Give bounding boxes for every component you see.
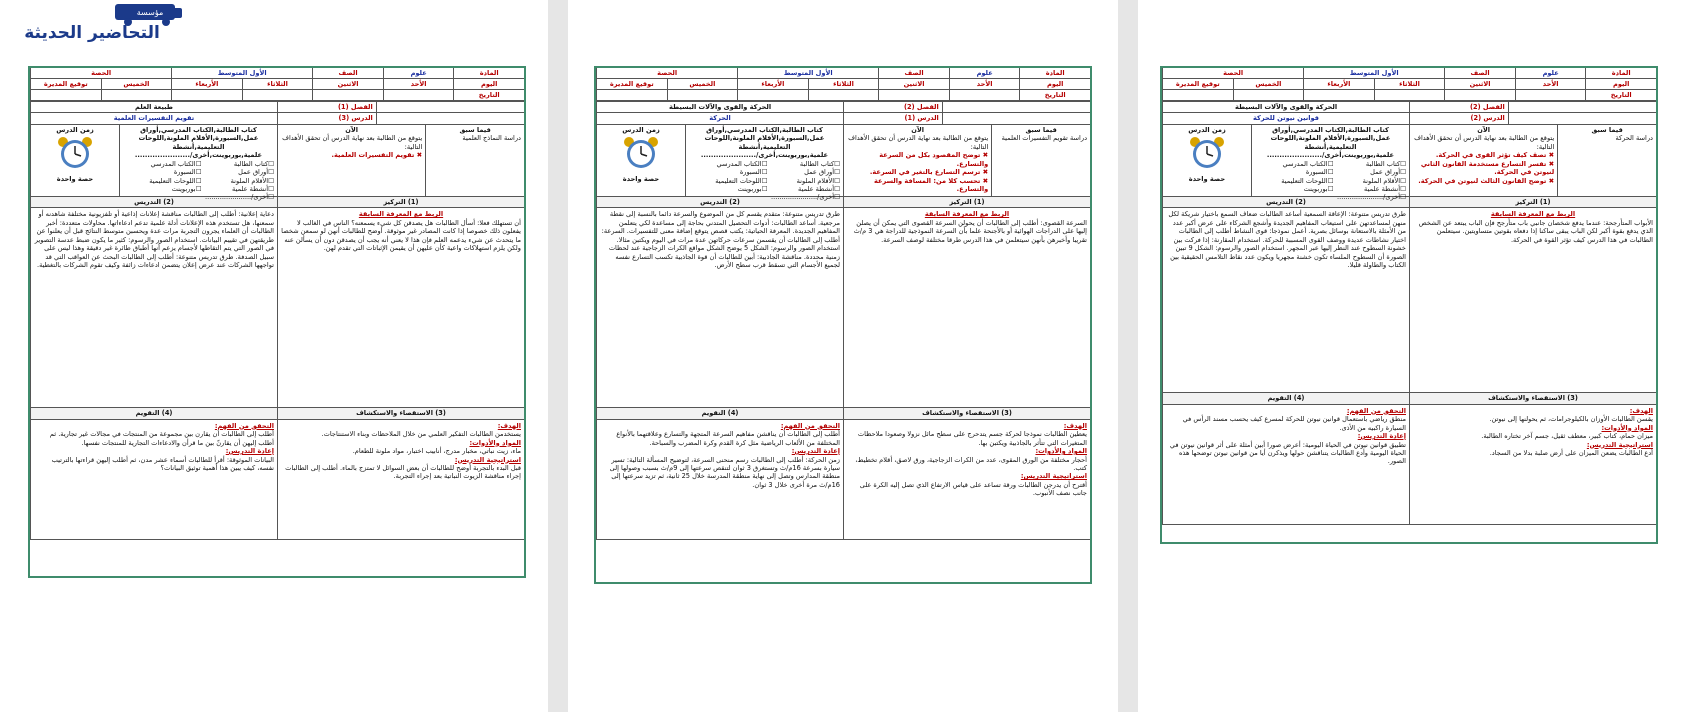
text-cell: أخرى/......................: [771, 193, 835, 202]
goal-item: ✖ تقويم التفسيرات العلمية.: [331, 151, 423, 160]
table-cell: [737, 90, 808, 101]
logo-line1: مؤسسة: [136, 8, 164, 17]
text-cell: الآن: [1477, 125, 1491, 134]
text-cell: (1) التركيز: [1409, 197, 1656, 207]
aid-option[interactable]: ☐أنشطة علمية: [232, 184, 275, 193]
table-cell: [1409, 125, 1557, 196]
section-bar: [596, 408, 1090, 419]
text-cell: علوم: [949, 68, 1020, 79]
text-cell: يقسن الطالبات الأوزان بالكيلوجرامات، ثم يحولنها إلى نيوتن.: [1489, 415, 1653, 424]
aid-option[interactable]: ☐الأقلام الملونة: [230, 176, 275, 185]
text-cell: (3) الاستقصاء والاستكشاف: [843, 408, 1090, 418]
aid-option[interactable]: ☐بوربوينت: [737, 184, 768, 193]
text-cell: الصف: [878, 68, 949, 79]
table-cell: [1444, 90, 1515, 101]
text-cell: منطق رياضي باستعمال قوانين نيوتن للحركة لمسرع كيف يحسب مسند الرأس في السيارة راكبيه من الأذى.: [1182, 415, 1406, 432]
text-cell: يعطين الطالبات نموذجا لحركة جسم يتدحرج على سطح مائل نزولا وصعودا ملاحظات المتغيرات التي تتأثر بالجاذبية ويكتبن بها.: [857, 430, 1087, 447]
text-cell: الربط مع المعرفة السابقة: [1490, 210, 1576, 219]
text-cell: (3) الاستقصاء والاستكشاف: [1409, 393, 1656, 403]
text-cell: الهدف:: [1629, 406, 1653, 415]
lesson-page: [1160, 66, 1658, 544]
table-cell: [843, 125, 991, 196]
text-cell: طرق تدريس متنوعة: متقدم يقسم كل من الموضوع والسرعة دائما بالنسبة إلى نقطة مرجعية. أساعد الطالبات: أدوات التحصيل المتدني بحاجة إلى مساعدة لكي يتعلمن المفاهيم الجديدة. المعرفة الحياتية: يكتب قصص يتوقع إضافة معنى للتفسيرات. السرعة: أطلب إلى الطالبات أن يقسمن سرعات حركاتهن عدة مرات في اليوم ويكتبن مثالا. استخدام الصور والرسوم: الشكل 5 يوضح الشكل مواقع الكرات الزجاجية عند لحظات زمنية محددة. مناقشة الجاذبية: أبين للطالبات أن قوة الجاذبية تكسب التسارع نفسه لجميع الأجسام التي تسقط قرب سطح الأرض.: [601, 210, 840, 269]
lesson-row: [30, 113, 524, 124]
text-cell: الثلاثاء: [242, 79, 313, 90]
text-cell: بوربوينت: [737, 184, 762, 193]
text-cell: الكتاب المدرسي: [1282, 159, 1328, 168]
eval-assess-body: [30, 420, 524, 540]
table-cell: [30, 125, 119, 196]
text-cell: الفصل (2): [1409, 102, 1508, 112]
header-table: [30, 68, 524, 102]
text-cell: كتاب الطالبة,الكتاب المدرسي,أوراق عمل,السبورة,الأقلام الملونة,اللوحات التعليمية,أنشطة علمية,بوربوينت,أخرى/......................: [1266, 125, 1395, 160]
text-cell: الأقلام الملونة: [230, 176, 269, 185]
table-cell: [991, 125, 1090, 196]
header-table: [1162, 68, 1656, 102]
table-cell: [596, 90, 667, 101]
text-cell: (1) التركيز: [277, 197, 524, 207]
table-cell: [171, 90, 242, 101]
alarm-clock-icon: [1187, 136, 1227, 170]
text-cell: الأحد: [383, 79, 454, 90]
text-cell: أوراق عمل: [238, 168, 269, 177]
text-cell: دراسة النماذج العلمية: [462, 134, 521, 143]
text-cell: أخرى/......................: [205, 193, 269, 202]
section-bar: [30, 408, 524, 419]
text-cell: الربط مع المعرفة السابقة: [924, 210, 1010, 219]
goal-item: ✖ تصف كيف تؤثر القوى في الحركة.: [1435, 151, 1555, 160]
text-cell: المواد والأدوات:: [1035, 447, 1087, 456]
section-bar: [30, 197, 524, 208]
text-cell: حصة واحدة: [1188, 174, 1226, 183]
text-cell: توضح المقصود بكل من السرعة والتسارع.: [879, 151, 989, 168]
table-cell: [942, 113, 1090, 123]
text-cell: الثلاثاء: [1374, 79, 1445, 90]
text-cell: قيما سبق: [1591, 125, 1623, 134]
text-cell: الأبواب المتأرجحة: عندما يدفع شخصان جانبي باب متأرجح فإن الباب يبتعد عن الشخص الذي يدفع بقوة أكبر لكن الباب يبقى ساكنا إذا دفعاه بقوتين متساويتين. سيتعلمن الطالبات في هذا الدرس كيف تؤثر القوة في الحركة.: [1418, 218, 1653, 244]
chapter-row: [30, 102, 524, 113]
text-cell: كتاب الطالبة,الكتاب المدرسي,أوراق عمل,السبورة,الأقلام الملونة,اللوحات التعليمية,أنشطة علمية,بوربوينت,أخرى/......................: [700, 125, 829, 160]
text-cell: (1) التركيز: [843, 197, 1090, 207]
goal-item: ✖ ترسم التسارع بالتغير في السرعة.: [869, 168, 989, 177]
text-cell: حصة واحدة: [56, 174, 94, 183]
table-cell: [101, 90, 172, 101]
text-cell: (2) التدريس: [596, 197, 843, 207]
text-cell: (3) الاستقصاء والاستكشاف: [277, 408, 524, 418]
goal-item: ✖ توضح المقصود بكل من السرعة والتسارع.: [879, 151, 989, 168]
text-cell: السبورة: [173, 168, 196, 177]
text-cell: يتوقع من الطالبة بعد نهاية الدرس أن تحقق الأهداف التالية:: [848, 134, 989, 151]
table-cell: [596, 125, 685, 196]
text-cell: توضح القانون الثالث لنيوتن في الحركة.: [1418, 176, 1547, 185]
table-cell: [1409, 405, 1656, 524]
aid-option[interactable]: ☐أخرى/......................: [205, 193, 275, 202]
text-cell: المواد والأدوات:: [1601, 423, 1653, 432]
text-cell: الأول المتوسط: [737, 68, 878, 79]
text-cell: الاثنين: [1444, 79, 1515, 90]
table-cell: [1374, 90, 1445, 101]
text-cell: الأقلام الملونة: [1362, 176, 1401, 185]
table-cell: [30, 420, 277, 539]
text-cell: الأقلام الملونة: [796, 176, 835, 185]
text-cell: كتاب الطالبة: [1365, 159, 1401, 168]
goal-item: ✖ توضح القانون الثالث لنيوتن في الحركة.: [1418, 176, 1555, 185]
aid-option[interactable]: ☐أخرى/......................: [1337, 193, 1407, 202]
aid-option[interactable]: ☐اللوحات التعليمية: [149, 176, 202, 185]
text-cell: التحقق من الفهم:: [1346, 406, 1406, 415]
text-cell: توقيع المديرة: [30, 79, 101, 90]
text-cell: الخميس: [101, 79, 172, 90]
text-cell: الخميس: [667, 79, 738, 90]
aid-option[interactable]: ☐كتاب الطالبة: [233, 159, 275, 168]
text-cell: التحقق من الفهم:: [214, 421, 274, 430]
text-cell: (2) التدريس: [30, 197, 277, 207]
table-cell: [30, 90, 101, 101]
text-cell: الهدف:: [1063, 421, 1087, 430]
text-cell: أنشطة علمية: [798, 184, 835, 193]
text-cell: طبيعة العلم: [30, 102, 277, 112]
text-cell: المادة: [1019, 68, 1090, 79]
text-cell: التحقق من الفهم:: [780, 421, 840, 430]
aid-option[interactable]: ☐الكتاب المدرسي: [716, 159, 768, 168]
text-cell: الأربعاء: [1303, 79, 1374, 90]
text-cell: الأربعاء: [171, 79, 242, 90]
table-cell: [1162, 208, 1409, 392]
table-cell: [949, 90, 1020, 101]
text-cell: (4) التقويم: [596, 408, 843, 418]
table-cell: [942, 102, 1090, 112]
section-bar: [596, 197, 1090, 208]
text-cell: الحصة: [596, 68, 737, 79]
text-cell: المواد والأدوات:: [469, 438, 521, 447]
aid-option[interactable]: ☐بوربوينت: [171, 184, 202, 193]
text-cell: الحصة: [30, 68, 171, 79]
text-cell: إعادة التدريس:: [1357, 432, 1406, 441]
aid-option[interactable]: ☐أنشطة علمية: [798, 184, 841, 193]
aid-option[interactable]: ☐كتاب الطالبة: [799, 159, 841, 168]
text-cell: إعادة التدريس:: [791, 447, 840, 456]
text-cell: زمن الدرس: [1188, 125, 1226, 134]
text-cell: كتاب الطالبة: [799, 159, 835, 168]
aid-option[interactable]: ☐السبورة: [173, 168, 202, 177]
text-cell: طرق تدريس متنوعة: الإعاقة السمعية أساعد الطالبات ضعاف السمع باختيار شريكة لكل منهن لمساعدتهن على استيعاب المفاهيم الجديدة وأشجع الشركاء على عرض أكبر عدد من الأمثلة بالاستعانة بوسائل بصرية. أعمل نموذجا: قوى النشاط أطلب إلى الطالبات اختيار نشاطات عديدة ووصف القوى المسببة للحركة. استخدام المقارنة: إذا فركت بين خشونة السطوح عند النظر إليها عبر المجهر. استخدام الصور والرسوم: الشكل 9 تبين الصورة أن السطوح الملساء تكون خشنة مجهريا ويكون عدد نقاط التلامس الحقيقية بين الكتاب والطاولة قليلا.: [1168, 210, 1406, 269]
text-cell: تطبيق قوانين نيوتن في الحياة اليومية: أعرض صورا أبين أمثلة على أثر قوانين نيوتن في الحياة اليومية وأدع الطالبات يتناقشن حولها ويذكرن أيا من قوانين نيوتن توضحها هذه الصور.: [1169, 440, 1406, 466]
text-cell: زمن الدرس: [56, 125, 94, 134]
text-cell: إعادة التدريس:: [225, 447, 274, 456]
text-cell: الأحد: [949, 79, 1020, 90]
text-cell: (2) التدريس: [1162, 197, 1409, 207]
text-cell: يتوقع من الطالبة بعد نهاية الدرس أن تحقق الأهداف التالية:: [282, 134, 423, 151]
text-cell: اللوحات التعليمية: [715, 176, 762, 185]
focus-teach-body: [596, 208, 1090, 408]
text-cell: أقترح أن يدرجن الطالبات ورقة تساعد على قياس الارتفاع الذي تصل إليه الكرة على جانب نصف الأنبوب.: [859, 480, 1087, 498]
focus-teach-body: [30, 208, 524, 408]
text-cell: دراسة الحركة: [1615, 134, 1653, 143]
lesson-page: [594, 66, 1092, 584]
text-cell: البيانات الموثوقة: أقرأ للطالبات أسماء عشر مدن، ثم أطلب إليهن قراءتها بالترتيب نفسه، كيف يبين هذا أهمية توثيق البيانات؟: [51, 455, 274, 472]
brand-logo: [0, 0, 185, 46]
text-cell: الأول المتوسط: [171, 68, 312, 79]
text-cell: الأحد: [1515, 79, 1586, 90]
text-cell: السبورة: [739, 168, 762, 177]
aid-option[interactable]: ☐الكتاب المدرسي: [150, 159, 202, 168]
text-cell: المادة: [1585, 68, 1656, 79]
lesson-page: [28, 66, 526, 578]
text-cell: الآن: [345, 125, 359, 134]
text-cell: الدرس (1): [843, 113, 942, 123]
text-cell: الخميس: [1233, 79, 1304, 90]
text-cell: (4) التقويم: [1162, 393, 1409, 403]
text-cell: تقويم التفسيرات العلمية: [30, 113, 277, 123]
text-cell: دعاية إعلانية: أطلب إلى الطالبات مناقشة إعلانات إذاعية أو تلفزيونية مختلفة شاهدنه أو سمعنها، هل تستخدم هذه الإعلانات أدلة علمية تدعم ادعاءاتها. محاولات متعددة: أخبر الطالبات أن العلماء يجرون التجربة مرات عدة ويحسبن متوسط النتائج قبل أن يعلنوا عن طريقتهن في تقييم البيانات. استخدام الصور والرسوم: كثير ما يكون ضبط عدسة التصوير في الصور التي يتم التقاطها لأجسام يزعم أنها أطباق طائرة غير دقيقة وهذا ليس على سبيل الصدفة. طرق تدريس متنوعة: أطلب إلى الطالبات البحث عن العواقب التي قد تواجهها الشركات عند عرض إعلان يتضمن ادعاءات زائفة وكيف تقوم الشركات بالتغطية.: [34, 210, 274, 269]
section-bar: [1162, 197, 1656, 208]
text-cell: الحركة: [596, 113, 843, 123]
text-cell: أن تستهلك فعلا: أسأل الطالبات هل يصدقن كل شيء يسمعنه؟ الناس في الغالب لا يفعلون ذلك خصوصا إذا كانت المصادر غير موثوقة. أوضح للطالبات أنهن لو سمعن شخصا ما يتحدث عن شيء يدعمه العلم فإن هذا لا يعني أنه يجب أن يصدقن دون أن يسألن عنه ولكن يلزم استهلاكات واعية كأن عليهن أن يقيمن الإثباتات التي تقدم لهن.: [281, 218, 521, 253]
aid-option[interactable]: ☐أوراق عمل: [238, 168, 275, 177]
text-cell: علوم: [383, 68, 454, 79]
text-cell: زمن الدرس: [622, 125, 660, 134]
goal-item: ✖ تحسب كلا من: المسافة والسرعة والتسارع.: [873, 176, 989, 193]
text-cell: الحركة والقوى والآلات البسيطة: [1162, 102, 1409, 112]
aid-option[interactable]: ☐كتاب الطالبة: [1365, 159, 1407, 168]
text-cell: أوراق عمل: [804, 168, 835, 177]
aid-option[interactable]: ☐اللوحات التعليمية: [715, 176, 768, 185]
table-cell: [808, 90, 879, 101]
text-cell: كتاب الطالبة,الكتاب المدرسي,أوراق عمل,السبورة,الأقلام الملونة,اللوحات التعليمية,أنشطة علمية,بوربوينت,أخرى/......................: [134, 125, 263, 160]
aid-option[interactable]: ☐السبورة: [739, 168, 768, 177]
text-cell: علوم: [1515, 68, 1586, 79]
text-cell: كتاب الطالبة: [233, 159, 269, 168]
text-cell: اللوحات التعليمية: [149, 176, 196, 185]
text-cell: أحجار مختلفة من الورق المقوى، عدد من الكرات الزجاجية، ورق لاصق، أقلام تخطيط، كتب.: [855, 455, 1087, 472]
text-cell: حصة واحدة: [622, 174, 660, 183]
aid-option[interactable]: ☐الكتاب المدرسي: [1282, 159, 1334, 168]
table-cell: [277, 208, 524, 407]
text-cell: استراتيجية التدريس:: [1586, 440, 1653, 449]
focus-teach-body: [1162, 208, 1656, 393]
text-cell: دراسة تقويم التفسيرات العلمية: [1001, 134, 1087, 143]
text-cell: أنشطة علمية: [1364, 184, 1401, 193]
text-cell: توقيع المديرة: [1162, 79, 1233, 90]
text-cell: يستخدمن الطالبات التفكير العلمي من خلال الملاحظات وبناء الاستنتاجات.: [321, 430, 521, 439]
text-cell: أنشطة علمية: [232, 184, 269, 193]
text-cell: الصف: [312, 68, 383, 79]
text-cell: الاثنين: [878, 79, 949, 90]
table-cell: [383, 90, 454, 101]
table-cell: [843, 208, 1090, 407]
table-cell: [277, 420, 524, 539]
table-cell: [1508, 113, 1656, 123]
aid-option[interactable]: ☐الأقلام الملونة: [796, 176, 841, 185]
text-cell: التاريخ: [1585, 90, 1656, 101]
text-cell: الفصل (1): [277, 102, 376, 112]
table-cell: [1303, 90, 1374, 101]
table-cell: [667, 90, 738, 101]
goal-item: ✖ تفسر التسارع مستخدمة القانون الثاني لنيوتن في الحركة.: [1420, 159, 1555, 177]
text-cell: السبورة: [1305, 168, 1328, 177]
text-cell: الحصة: [1162, 68, 1303, 79]
table-cell: [277, 125, 425, 196]
text-cell: المادة: [453, 68, 524, 79]
text-cell: ميزان حمام، كتاب كبير، معطف ثقيل، جسم آخر تختاره الطالبة.: [1481, 432, 1653, 441]
table-cell: [1162, 90, 1233, 101]
text-cell: الدرس (3): [277, 113, 376, 123]
text-cell: الأول المتوسط: [1303, 68, 1444, 79]
text-cell: أطلب إلى الطالبات أن يناقشن مفاهيم السرعة المتجهة والتسارع وعلاقتهما بالأنواع المختلفة من الألعاب الرياضية مثل كرة القدم وكرة المضرب والسباحة.: [616, 430, 840, 447]
text-cell: يتوقع من الطالبة بعد نهاية الدرس أن تحقق الأهداف التالية:: [1414, 134, 1555, 151]
table-cell: [596, 420, 843, 539]
text-cell: استراتيجية التدريس:: [1020, 472, 1087, 481]
text-cell: الآن: [911, 125, 925, 134]
lesson-row: [596, 113, 1090, 124]
table-cell: [30, 208, 277, 407]
text-cell: الحركة والقوى والآلات البسيطة: [596, 102, 843, 112]
table-cell: [312, 90, 383, 101]
alarm-clock-icon: [621, 136, 661, 170]
eval-assess-body: [1162, 405, 1656, 525]
table-cell: [242, 90, 313, 101]
text-cell: استراتيجية التدريس:: [454, 455, 521, 464]
aid-option[interactable]: ☐بوربوينت: [1303, 184, 1334, 193]
text-cell: قيما سبق: [459, 125, 491, 134]
text-cell: اللوحات التعليمية: [1281, 176, 1328, 185]
header-table: [596, 68, 1090, 102]
text-cell: توقيع المديرة: [596, 79, 667, 90]
chapter-row: [596, 102, 1090, 113]
table-cell: [376, 102, 524, 112]
text-cell: الدرس (2): [1409, 113, 1508, 123]
table-cell: [1508, 102, 1656, 112]
alarm-clock-icon: [55, 136, 95, 170]
text-cell: (4) التقويم: [30, 408, 277, 418]
text-cell: اليوم: [1019, 79, 1090, 90]
text-cell: اليوم: [453, 79, 524, 90]
table-cell: [376, 113, 524, 123]
text-cell: التاريخ: [1019, 90, 1090, 101]
text-cell: ترسم التسارع بالتغير في السرعة.: [869, 168, 981, 177]
aid-option[interactable]: ☐أنشطة علمية: [1364, 184, 1407, 193]
table-cell: [1557, 125, 1656, 196]
text-cell: ماء، زيت نباتي، مخبار مدرج، أنابيب اختبار، مواد ملونة للطعام.: [352, 447, 521, 456]
text-cell: أطلب إلى الطالبات أن يقارن بين مجموعة من المنتجات في مجالات غير تجارية. ثم أطلب إليهن أن يقارنّ بين ما قرأن والادعاءات التجارية للمنتجات نفسها.: [49, 430, 274, 447]
chapter-row: [1162, 102, 1656, 113]
text-cell: الكتاب المدرسي: [716, 159, 762, 168]
logo-line2: التحاضير الحديثة: [24, 23, 160, 43]
text-cell: أخرى/......................: [1337, 193, 1401, 202]
text-cell: تصف كيف تؤثر القوى في الحركة.: [1435, 151, 1547, 160]
eval-assess-body: [596, 420, 1090, 540]
aid-option[interactable]: ☐أوراق عمل: [804, 168, 841, 177]
table-cell: [1162, 125, 1251, 196]
lesson-row: [1162, 113, 1656, 124]
table-cell: [843, 420, 1090, 539]
text-cell: الأربعاء: [737, 79, 808, 90]
text-cell: قيما سبق: [1025, 125, 1057, 134]
table-cell: [425, 125, 524, 196]
text-cell: تفسر التسارع مستخدمة القانون الثاني لنيوتن في الحركة.: [1420, 159, 1555, 177]
text-cell: التاريخ: [453, 90, 524, 101]
aid-option[interactable]: ☐الأقلام الملونة: [1362, 176, 1407, 185]
aid-option[interactable]: ☐اللوحات التعليمية: [1281, 176, 1334, 185]
text-cell: الفصل (2): [843, 102, 942, 112]
text-cell: تحسب كلا من: المسافة والسرعة والتسارع.: [873, 176, 989, 193]
text-cell: الكتاب المدرسي: [150, 159, 196, 168]
text-cell: الاثنين: [312, 79, 383, 90]
text-cell: قبل البدء بالتجربة أوضح للطالبات أن بعض السوائل لا تمتزج بالماء. أطلب إلى الطالبات إجراء مناقشة الزيوت النباتية بعد إجراء التجربة.: [285, 463, 521, 481]
text-cell: أدع الطالبات يضعن الميزان على أرض صلبة بدلا من السجاد.: [1489, 448, 1653, 457]
table-cell: [596, 208, 843, 407]
text-cell: اليوم: [1585, 79, 1656, 90]
table-cell: [1233, 90, 1304, 101]
text-cell: زمن الحركة: أطلب إلى الطالبات رسم منحنى السرعة، لتوضيح المسألة التالية: تسير سيارة بسرعة 16م/ث وتستغرق 3 ثوان لتنقص سرعتها إلى 9م/ث بسبب وصولها إلى منطقة المدارس وتصل إلى نهاية منطقة المدرسة خلال 25 ثانية، ثم تزيد سرعتها إلى 16م/ث مرة أخرى خلال 3 ثوان.: [609, 455, 840, 489]
section-bar: [1162, 393, 1656, 404]
aid-option[interactable]: ☐السبورة: [1305, 168, 1334, 177]
text-cell: الصف: [1444, 68, 1515, 79]
text-cell: السرعة القصوى: أطلب إلى الطالبات أن يحولن السرعة القصوى التي يمكن أن يصلن إليها على الدراجات الهوائية أو بالأجنحة علما بأن السرعة النموذجية للدراجة هي 3 م/ث تقريبا وأخبرهن بأنهن سيتعلمن في هذا الدرس طرقا مختلفة لوصف السرعة.: [853, 218, 1087, 244]
aid-option[interactable]: ☐أوراق عمل: [1370, 168, 1407, 177]
text-cell: تقويم التفسيرات العلمية.: [331, 151, 415, 160]
page-gap: [1118, 0, 1138, 712]
text-cell: بوربوينت: [1303, 184, 1328, 193]
table-cell: [1162, 405, 1409, 524]
text-cell: الهدف:: [497, 421, 521, 430]
text-cell: الربط مع المعرفة السابقة: [358, 210, 444, 219]
table-cell: [1409, 208, 1656, 392]
text-cell: أوراق عمل: [1370, 168, 1401, 177]
table-cell: [1515, 90, 1586, 101]
aid-option[interactable]: ☐أخرى/......................: [771, 193, 841, 202]
text-cell: الثلاثاء: [808, 79, 879, 90]
text-cell: قوانين نيوتن للحركة: [1162, 113, 1409, 123]
table-cell: [878, 90, 949, 101]
text-cell: بوربوينت: [171, 184, 196, 193]
page-gap: [548, 0, 568, 712]
